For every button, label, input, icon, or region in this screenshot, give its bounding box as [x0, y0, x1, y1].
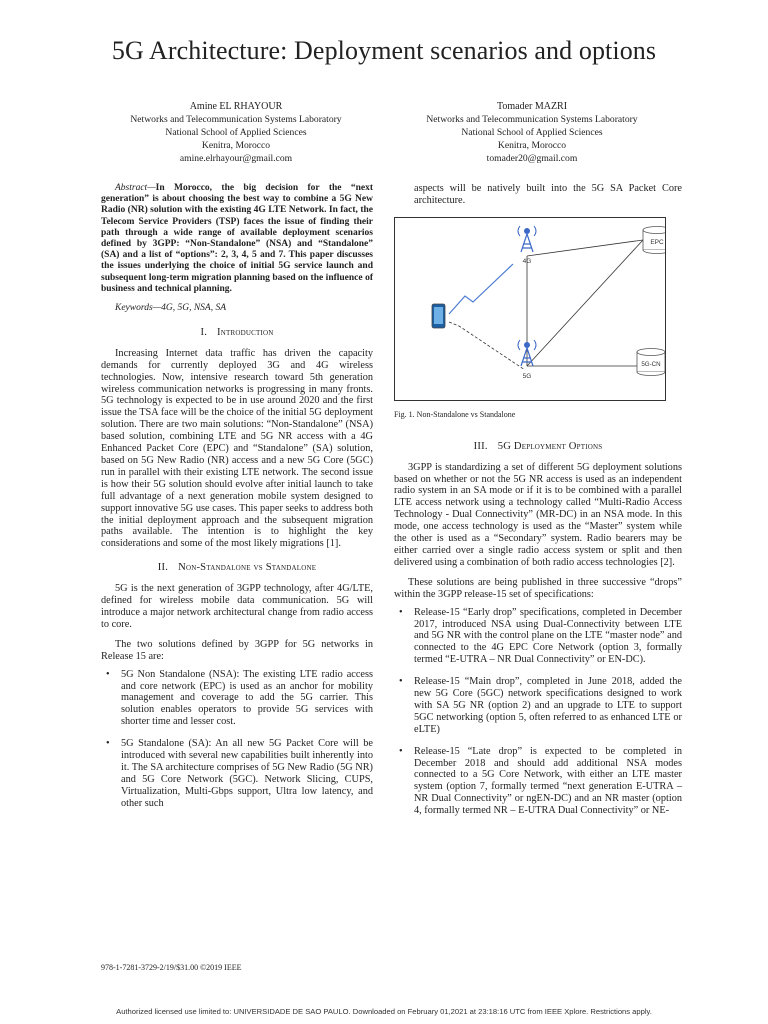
mobile-phone-icon — [432, 304, 445, 328]
deployment-paragraph-2: These solutions are being published in three successive “drops” within the 3GPP release-15 set of specifications: — [394, 576, 682, 600]
author-school: National School of Applied Sciences — [461, 127, 603, 138]
figure-caption: Fig. 1. Non-Standalone vs Standalone — [394, 409, 516, 419]
introduction-paragraph: Increasing Internet data traffic has driven the capacity demands for currently deployed 3G and 4G wireless technologies. Now, intensive research toward 5th generation wireless communication networks is progressing in many fronts. 5G technology is expected to be in use around 2020 and the first issue the TSA face will be the choice of the initial 5G deployment solution. There are two main solutions: “Non-Standalone” (NSA) based solution, combining LTE and 5G NR access with a 4G Enhanced Packet Core (EPC) and “Standalone” (SA) solution, based on 5G New Radio (NR) access and a new 5G Core (5GC) run in parallel with their existing LTE network. The second issue is how their 5G solution should evolve after initial launch to take full advantage of a next generation mobile system designed to support innovative 5G use cases. This paper seeks to address both the initial deployment approach and the subsequent migration paths available. The intention is to highlight the key considerations and some of the most likely migrations [1]. — [101, 347, 373, 550]
paper-title: 5G Architecture: Deployment scenarios and options — [111, 36, 657, 65]
list-item: • Release-15 “Main drop”, completed in June 2018, added the new 5G Core (5GC) network specifications designed to work with SA 5G NR (option 2) and an upgrade to LTE to support 5GC networking (option 5, often referred to as enhanced LTE or eLTE) — [399, 676, 682, 735]
keywords: Keywords—4G, 5G, NSA, SA — [115, 303, 227, 314]
author-block-2 — [382, 100, 682, 165]
keywords-label: Keywords — [115, 303, 153, 314]
list-item: • Release-15 “Early drop” specifications, completed in December 2017, introduced NSA using Dual-Connectivity between LTE and 5G NR with the control plane on the LTE “master node” and connected to the 4G EPC Core Network (option 3, formally termed “E-UTRA – NR Dual Connectivity” or EN-DC). — [399, 606, 682, 666]
nsa-sa-list — [101, 669, 373, 810]
sa-continuation: aspects will be natively built into the 5G SA Packet Core architecture. — [414, 183, 682, 206]
section-number: II. — [157, 562, 169, 574]
link-4g-epc — [527, 240, 643, 256]
link-5g-epc — [527, 240, 643, 366]
section-heading-introduction — [101, 327, 373, 339]
list-item: • Release-15 “Late drop” is expected to be completed in December 2018 and should add additional NSA modes connected to a 5G Core Network, with either an LTE master system (option 7, formally termed “next generation E-UTRA – NR Dual Connectivity” or ngEN-DC) and an NR master (option 4, formally termed NR – E-UTRA Dual Connectivity” or NE- — [399, 745, 682, 817]
author-lab: Networks and Telecommunication Systems Laboratory — [426, 114, 638, 125]
list-item-text: 5G Standalone (SA): An all new 5G Packet Core will be introduced with several new capabilities built inherently into it. The SA architecture comprises of 5G New Radio (5G NR) and 5G Core Network (5GC). Network Slicing, CUPS, Virtualization, Multi-Gbps support, Ultra low latency, and other such — [121, 738, 373, 809]
list-item-text: Release-15 “Early drop” specifications, completed in December 2017, introduced NSA using Dual-Connectivity between LTE and 5G NR with the control plane on the LTE “master node” and connected to the 4G EPC Core Network (option 3, formally termed “E-UTRA – NR Dual Connectivity” or EN-DC). — [414, 606, 682, 666]
nsa-sa-paragraph-1: 5G is the next generation of 3GPP technology, after 4G/LTE, defined for wireless mobile data communication. 5G will introduce a major network architectural change from radio access to core. — [101, 583, 373, 630]
list-item: • 5G Non Standalone (NSA): The existing LTE radio access and core network (EPC) is used as an anchor for mobility management and coverage to add the 5G carrier. This solution enables operators to provide 5G services with shorter time and lesser cost. — [106, 668, 373, 728]
label-5g: 5G — [522, 372, 532, 380]
author-email: tomader20@gmail.com — [486, 153, 578, 164]
list-item-text: Release-15 “Main drop”, completed in June 2018, added the new 5G Core (5GC) network specifications designed to work with SA 5G NR (option 2) and an upgrade to LTE to support 5GC networking (option 5, often referred to as enhanced LTE or eLTE) — [414, 676, 682, 735]
label-epc: EPC — [650, 238, 664, 246]
section-title: Introduction — [217, 326, 274, 338]
author-name: Tomader MAZRI — [496, 101, 568, 112]
right-column — [394, 183, 682, 827]
list-item-text: 5G Non Standalone (NSA): The existing LTE radio access and core network (EPC) is used as an anchor for mobility management and coverage to add the 5G carrier. This solution enables operators to provide 5G services with shorter time and lesser cost. — [121, 668, 373, 728]
author-email: amine.elrhayour@gmail.com — [179, 153, 293, 164]
author-city: Kenitra, Morocco — [201, 140, 271, 151]
tower-4g-icon — [518, 226, 536, 252]
author-name: Amine EL RHAYOUR — [189, 101, 283, 112]
figure-1 — [394, 217, 666, 401]
section-heading-nsa-vs-sa — [101, 562, 373, 574]
section-number: I. — [200, 326, 208, 338]
link-device-4g — [449, 264, 513, 314]
author-lab: Networks and Telecommunication Systems Laboratory — [130, 114, 342, 125]
license-notice: Authorized licensed use limited to: UNIVERSIDADE DE SAO PAULO. Downloaded on February 01,2021 at 23:18:16 UTC from IEEE Xplore. Restrictions apply. — [116, 1007, 652, 1016]
left-column — [101, 183, 373, 820]
nsa-sa-paragraph-2: The two solutions defined by 3GPP for 5G networks in Release 15 are: — [101, 638, 373, 662]
abstract-text: In Morocco, the big decision for the “next generation” is about choosing the best way to combine a 5G New Radio (NR) solution with the existing 4G LTE Network. In fact, the Telecom Service Providers (TSP) faces the issue of finding their path through a wide range of available deployment scenarios defined by 3GPP: “Non-Standalone” (NSA) and “Standalone” (SA) and a list of “options”: 2, 3, 4, 5 and 7. This paper discusses the issues underlying the choice of initial 5G service launch and subsequent long-term migration planning based on the influence of business and technical planning. — [101, 183, 373, 294]
abstract: Abstract—In Morocco, the big decision for the “next generation” is about choosing the best way to combine a 5G New Radio (NR) solution with the existing 4G LTE Network. In fact, the Telecom Service Providers (TSP) faces the issue of finding their path through a wide range of available deployment scenarios defined by 3GPP: “Non-Standalone” (NSA) and “Standalone” (SA) and a list of “options”: 2, 3, 4, 5 and 7. This paper discusses the issues underlying the choice of initial 5G service launch and subsequent long-term migration planning based on the influence of business and technical planning. — [101, 183, 373, 294]
section-number: III. — [473, 440, 488, 452]
link-device-5g — [449, 322, 525, 370]
author-school: National School of Applied Sciences — [165, 127, 307, 138]
list-item-text: Release-15 “Late drop” is expected to be completed in December 2018 and should add additional NSA modes connected to a 5G Core Network, with either an LTE master system (option 7, formally termed “next generation E-UTRA – NR Dual Connectivity” or ngEN-DC) and an NR master (option 4, formally termed NR – E-UTRA Dual Connectivity” or NE- — [414, 745, 682, 817]
copyright-footer: 978-1-7281-3729-2/19/$31.00 ©2019 IEEE — [101, 963, 242, 972]
network-diagram — [395, 218, 665, 400]
label-4g: 4G — [522, 257, 532, 265]
keywords-text: 4G, 5G, NSA, SA — [161, 303, 227, 314]
label-5gcn: 5G-CN — [641, 360, 661, 368]
section-heading-deployment-options — [394, 441, 682, 453]
section-title: 5G Deployment Options — [497, 440, 603, 452]
deployment-paragraph-1: 3GPP is standardizing a set of different 5G deployment solutions based on whether or not the 5G NR access is used as an independent radio system in an SA mode or if it is to be combined with a parallel LTE access network using a technology called “Multi-Radio Access Technology - Dual Connectivity” (MR-DC) in an NSA mode. In this mode, one access technology is used as the “Master” system while the other is used as a “Secondary” system. Radio bearers may be either carried over a single radio access system or split and then delivered using a combination of both radio access technologies [2]. — [394, 461, 682, 568]
list-item: • 5G Standalone (SA): An all new 5G Packet Core will be introduced with several new capabilities built inherently into it. The SA architecture comprises of 5G New Radio (5G NR) and 5G Core Network (5GC). Network Slicing, CUPS, Virtualization, Multi-Gbps support, Ultra low latency, and other such — [106, 738, 373, 809]
release-drops-list — [394, 607, 682, 818]
abstract-label: Abstract — [115, 183, 148, 193]
author-city: Kenitra, Morocco — [497, 140, 567, 151]
author-block-1 — [86, 100, 386, 165]
section-title: Non-Standalone vs Standalone — [178, 562, 317, 574]
